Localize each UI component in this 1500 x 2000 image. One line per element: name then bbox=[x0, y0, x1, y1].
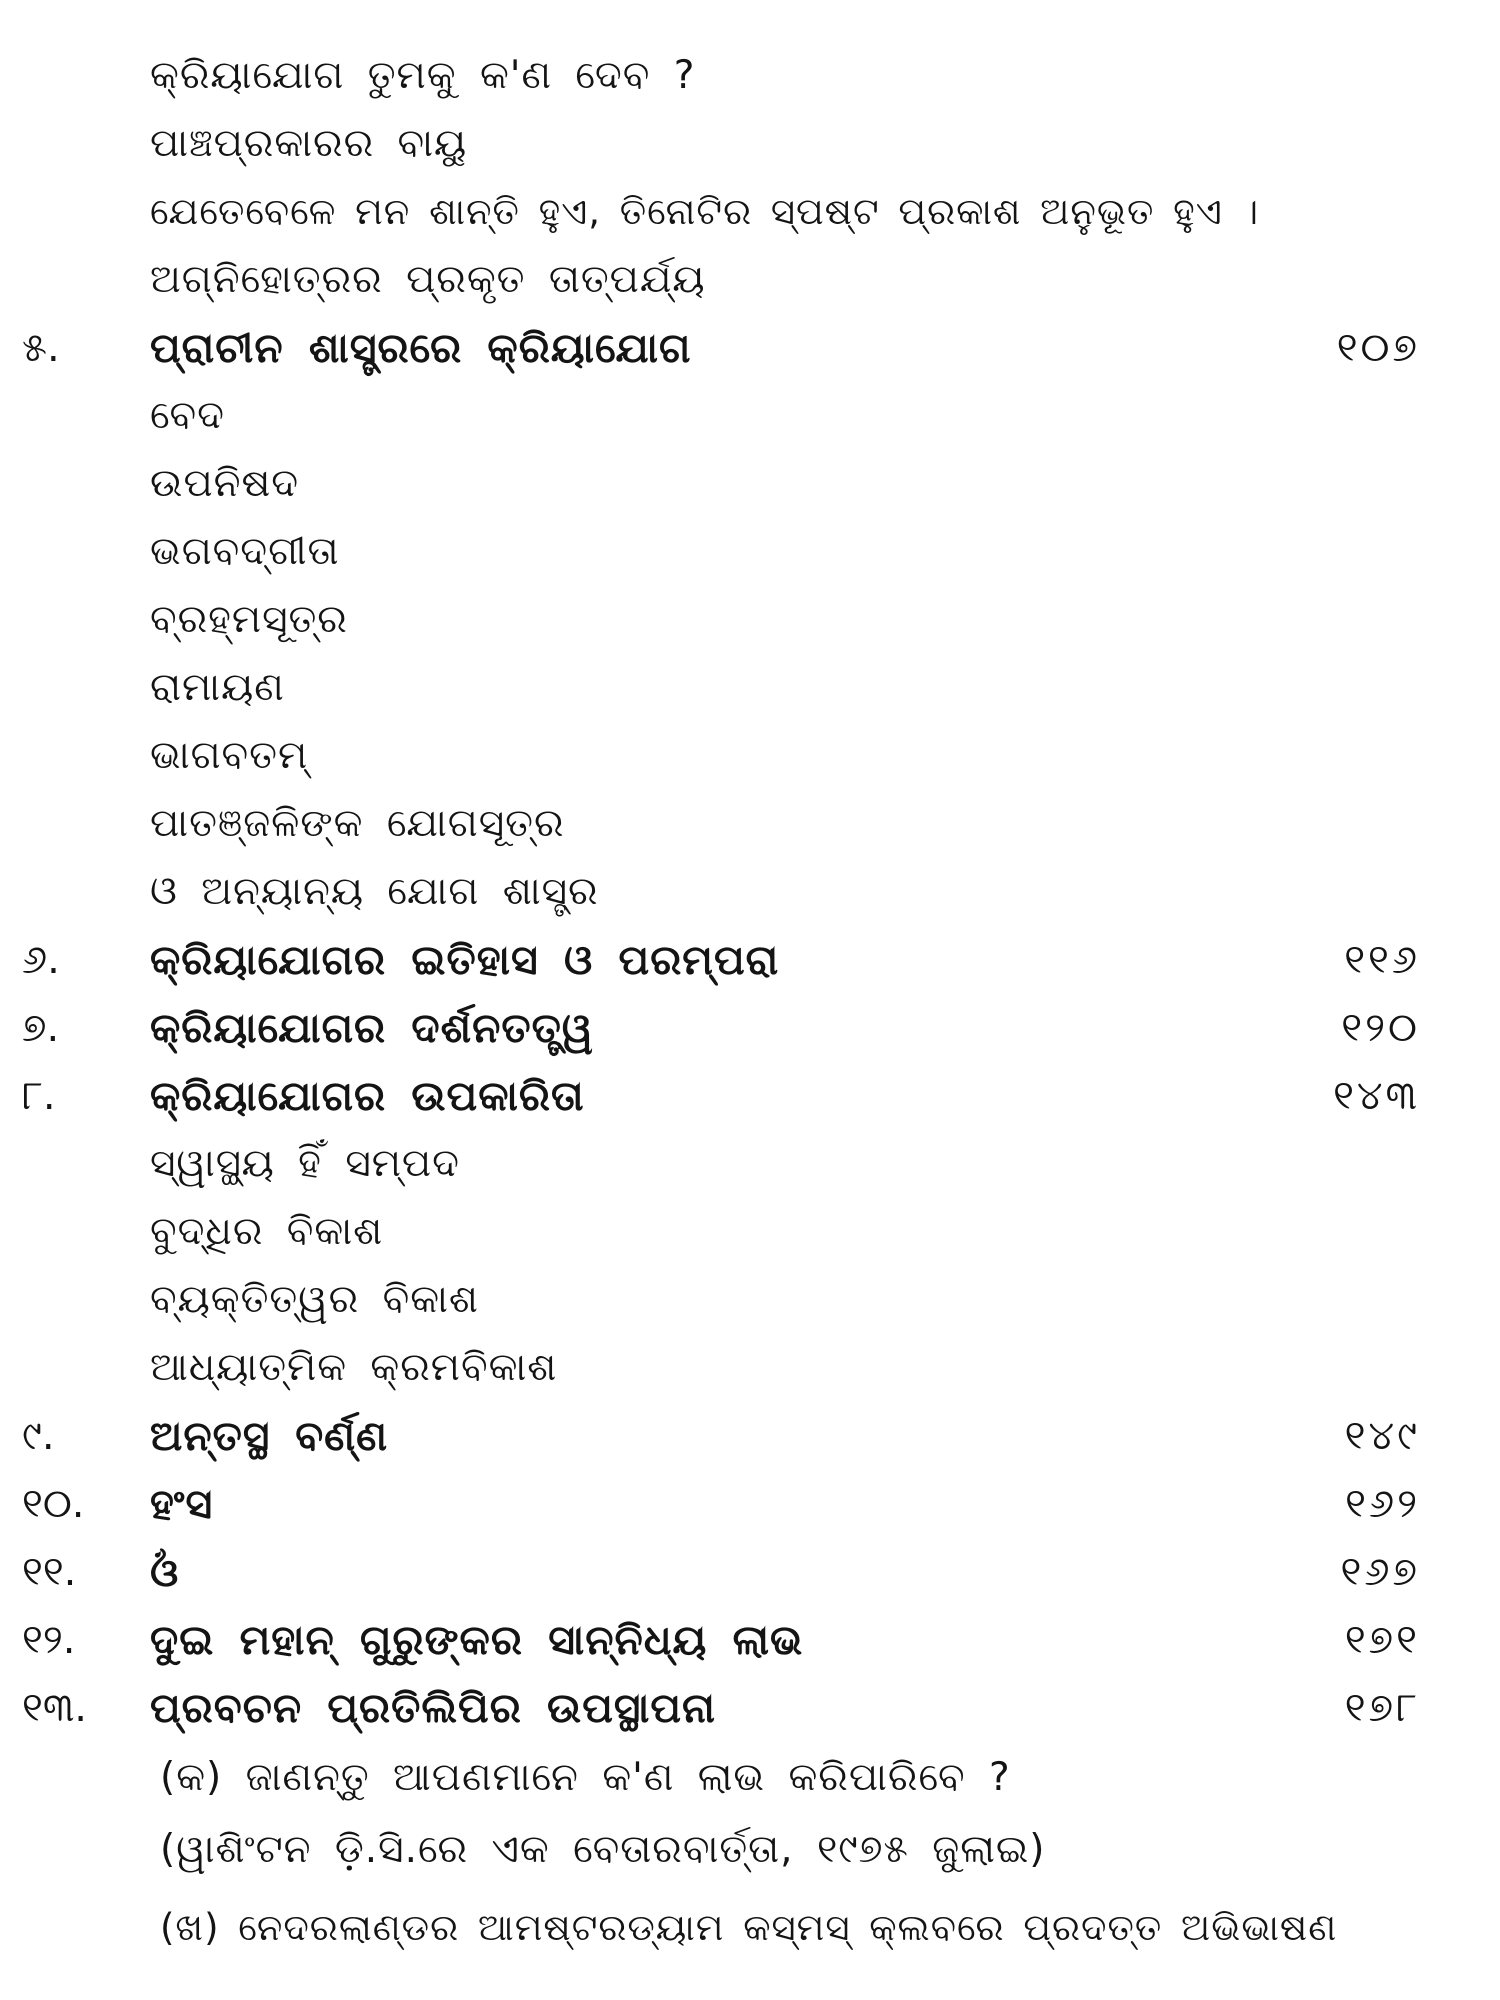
toc-subentry: ବ୍ରହ୍ମସୂତ୍ର bbox=[150, 597, 348, 642]
toc-chapter-11 bbox=[0, 1538, 1500, 1606]
chapter-title: କ୍ରିୟାଯୋଗର ଇତିହାସ ଓ ପରମ୍ପରା bbox=[150, 936, 780, 984]
page-number: ୧୬୨ bbox=[1345, 1481, 1420, 1527]
chapter-title: ଓଁ bbox=[150, 1548, 180, 1596]
list-item bbox=[0, 518, 1500, 586]
toc-subentry: ଯେତେବେଳେ ମନ ଶାନ୍ତି ହୁଏ, ତିନୋଟିର ସ୍ପଷ୍ଟ ପ୍ରକାଶ ଅନୁଭୂତ ହୁଏ । bbox=[150, 190, 1260, 233]
chapter-number: ୯. bbox=[22, 1413, 55, 1459]
chapter-title: ଅନ୍ତସ୍ଥ ବର୍ଣ୍ଣ bbox=[150, 1412, 389, 1460]
toc-subentry: ପାଞ୍ଚପ୍ରକାରର ବାୟୁ bbox=[150, 121, 468, 166]
page-number: ୧୦୭ bbox=[1336, 325, 1420, 371]
toc-subentry: ବୁଦ୍ଧିର ବିକାଶ bbox=[150, 1209, 384, 1254]
chapter-number: ୧୨. bbox=[22, 1617, 76, 1663]
list-item bbox=[0, 654, 1500, 722]
chapter-number: ୬. bbox=[22, 937, 60, 983]
page-number: ୧୨୦ bbox=[1341, 1005, 1420, 1051]
toc-note: (କ) ଜାଣନ୍ତୁ ଆପଣମାନେ କ'ଣ ଲାଭ କରିପାରିବେ ? bbox=[160, 1755, 1011, 1800]
toc-chapter-9 bbox=[0, 1402, 1500, 1470]
list-item bbox=[0, 1334, 1500, 1402]
toc-subentry: ଉପନିଷଦ bbox=[150, 461, 300, 506]
toc-chapter-13 bbox=[0, 1674, 1500, 1742]
toc-note: (ୱାଶିଂଟନ ଡ଼ି.ସି.ରେ ଏକ ବେତାରବାର୍ତ୍ତା, ୧୯୭୫ ଜୁଲାଇ) bbox=[160, 1827, 1046, 1872]
chapter-number: ୮. bbox=[22, 1073, 56, 1119]
page-number: ୧୧୬ bbox=[1344, 937, 1420, 983]
list-item bbox=[0, 722, 1500, 790]
toc-chapter-10 bbox=[0, 1470, 1500, 1538]
chapter-title: କ୍ରିୟାଯୋଗର ଦର୍ଶନତତ୍ତ୍ୱ bbox=[150, 1004, 594, 1052]
list-item bbox=[0, 1266, 1500, 1334]
list-item bbox=[0, 178, 1500, 246]
chapter-number: ୫. bbox=[22, 325, 60, 371]
toc-subentry: ଭଗବଦ୍‌ଗୀତା bbox=[150, 529, 340, 574]
chapter-number: ୧୧. bbox=[22, 1549, 77, 1595]
list-item bbox=[0, 790, 1500, 858]
chapter-title: ପ୍ରବଚନ ପ୍ରତିଲିପିର ଉପସ୍ଥାପନା bbox=[150, 1684, 716, 1732]
toc-subentry: ଆଧ୍ୟାତ୍ମିକ କ୍ରମବିକାଶ bbox=[150, 1345, 558, 1390]
toc-subentry: ଅଗ୍ନିହୋତ୍ରର ପ୍ରକୃତ ତାତ୍ପର୍ଯ୍ୟ bbox=[150, 257, 706, 302]
list-item bbox=[0, 1130, 1500, 1198]
chapter-number: ୧୦. bbox=[22, 1481, 85, 1527]
page-number: ୧୪୩ bbox=[1333, 1073, 1420, 1119]
list-item bbox=[0, 586, 1500, 654]
list-item bbox=[0, 382, 1500, 450]
page-number: ୧୭୧ bbox=[1344, 1617, 1420, 1663]
page-number: ୧୬୭ bbox=[1340, 1549, 1420, 1595]
chapter-number: ୭. bbox=[22, 1005, 60, 1051]
toc-subentry: ଓ ଅନ୍ୟାନ୍ୟ ଯୋଗ ଶାସ୍ତ୍ର bbox=[150, 869, 599, 914]
toc-chapter-12 bbox=[0, 1606, 1500, 1674]
toc-subentry: ସ୍ୱାସ୍ଥ୍ୟ ହିଁ ସମ୍ପଦ bbox=[150, 1141, 460, 1186]
list-item bbox=[0, 450, 1500, 518]
toc-chapter-7 bbox=[0, 994, 1500, 1062]
chapter-title: ପ୍ରାଚୀନ ଶାସ୍ତ୍ରରେ କ୍ରିୟାଯୋଗ bbox=[150, 324, 692, 372]
list-item bbox=[0, 1744, 1500, 1812]
list-item bbox=[0, 1816, 1500, 1884]
toc-subentry: ଭାଗବତମ୍ bbox=[150, 733, 309, 778]
list-item bbox=[0, 246, 1500, 314]
toc-chapter-8 bbox=[0, 1062, 1500, 1130]
toc-chapter-5 bbox=[0, 314, 1500, 382]
toc-subentry: ବ୍ୟକ୍ତିତ୍ୱର ବିକାଶ bbox=[150, 1277, 479, 1322]
toc-subentry: ପାତଞ୍ଜଳିଙ୍କ ଯୋଗସୂତ୍ର bbox=[150, 801, 565, 846]
page-number: ୧୪୯ bbox=[1344, 1413, 1420, 1459]
chapter-title: ଦୁଇ ମହାନ୍ ଗୁରୁଙ୍କର ସାନ୍ନିଧ୍ୟ ଲାଭ bbox=[150, 1616, 804, 1664]
toc-subentry: କ୍ରିୟାଯୋଗ ତୁମକୁ କ'ଣ ଦେବ ? bbox=[150, 53, 696, 98]
list-item bbox=[0, 110, 1500, 178]
chapter-title: କ୍ରିୟାଯୋଗର ଉପକାରିତା bbox=[150, 1072, 585, 1120]
chapter-title: ହଂସ bbox=[150, 1480, 214, 1528]
toc-note: (ଖ) ନେଦରଲାଣ୍ଡର ଆମଷ୍ଟରଡ୍ୟାମ କସ୍‌ମସ୍ କ୍ଲବରେ ପ୍ରଦତ୍ତ ଅଭିଭାଷଣ bbox=[160, 1906, 1338, 1949]
list-item bbox=[0, 858, 1500, 926]
chapter-number: ୧୩. bbox=[22, 1685, 87, 1731]
list-item bbox=[0, 42, 1500, 110]
toc-subentry: ବେଦ bbox=[150, 393, 225, 438]
page-number: ୧୭୮ bbox=[1344, 1685, 1420, 1731]
list-item bbox=[0, 1894, 1500, 1962]
list-item bbox=[0, 1198, 1500, 1266]
toc-subentry: ରାମାୟଣ bbox=[150, 665, 285, 710]
toc-chapter-6 bbox=[0, 926, 1500, 994]
